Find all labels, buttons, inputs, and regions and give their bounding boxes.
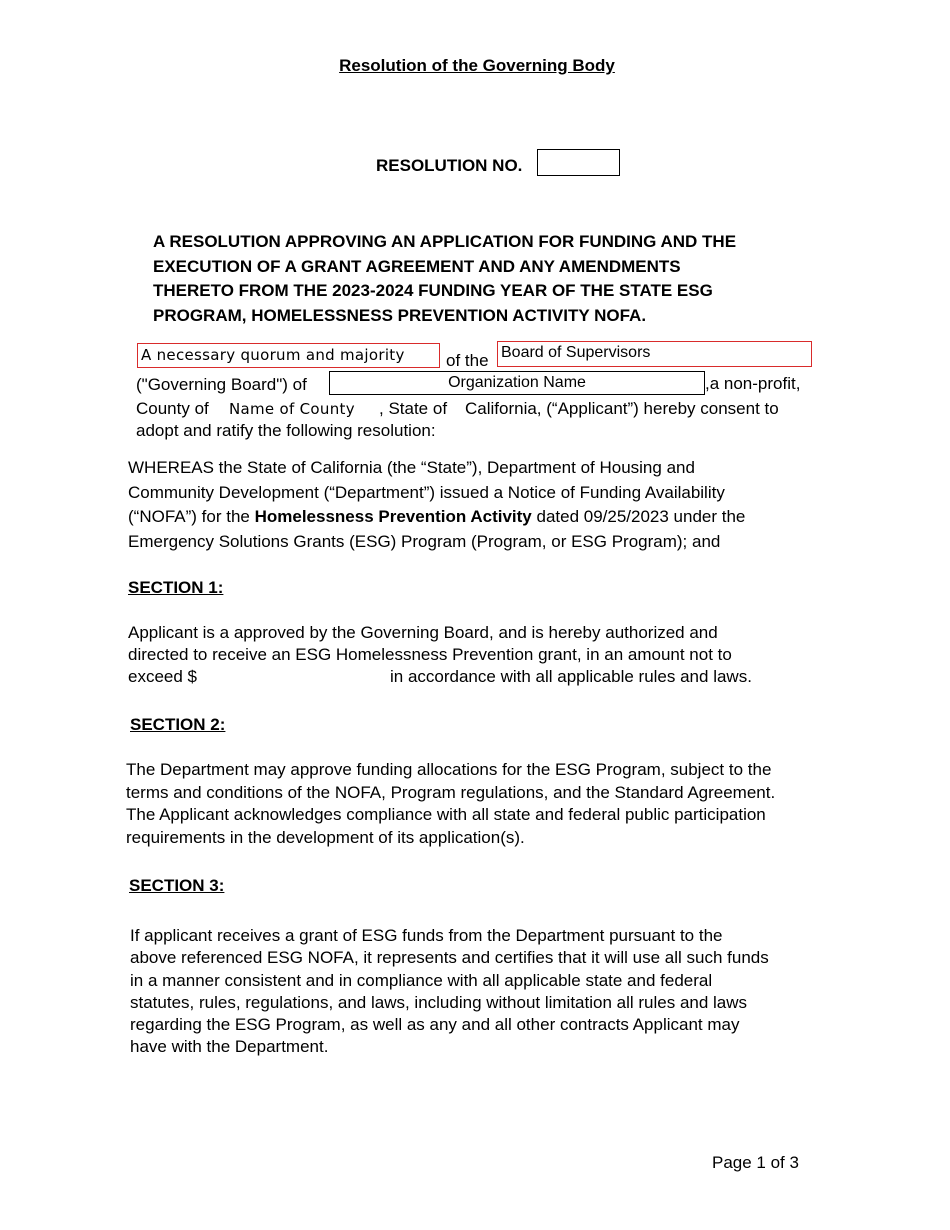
section-1-body [128,622,848,666]
whereas-text: (“NOFA”) for the [128,507,250,527]
heading-line: A RESOLUTION APPROVING AN APPLICATION FOR FUNDING AND THE [153,232,737,251]
heading-line: EXECUTION OF A GRANT AGREEMENT AND ANY AMENDMENTS [153,256,681,276]
whereas-line: WHEREAS the State of California (the “State”), Department of Housing and [128,458,695,477]
section-2-line: The Department may approve funding allocations for the ESG Program, subject to the [126,760,772,779]
page-title: Resolution of the Governing Body [339,56,615,75]
county-name-field[interactable]: Name of County [229,400,355,418]
section-1-line: Applicant is a approved by the Governing Board, and is hereby authorized and [128,623,718,642]
county-of-text: County of [136,399,209,418]
section-3-body [130,925,860,1059]
quorum-field[interactable]: A necessary quorum and majority [137,343,440,368]
governing-board-of-text: ("Governing Board") of [136,375,307,394]
whereas-text: dated 09/25/2023 under the [536,507,746,527]
section-2-line: The Applicant acknowledges compliance with all state and federal public participation [126,805,766,824]
state-of-text: , State of [379,399,448,418]
section-3-line: statutes, rules, regulations, and laws, including without limitation all rules and laws [130,992,748,1012]
section-3-heading: SECTION 3: [129,876,225,895]
page-number: Page 1 of 3 [712,1153,799,1172]
heading-line: PROGRAM, HOMELESSNESS PREVENTION ACTIVITY NOFA. [153,306,647,326]
section-1-line: directed to receive an ESG Homelessness Prevention grant, in an amount not to [128,645,732,664]
section-3-line: If applicant receives a grant of ESG funds from the Department pursuant to the [130,926,723,945]
consent-last-line: adopt and ratify the following resolution: [136,421,436,440]
whereas-line: Community Development (“Department”) issued a Notice of Funding Availability [128,482,725,502]
state-applicant-text: California, (“Applicant”) hereby consent to [465,399,779,418]
section-2-heading: SECTION 2: [130,715,226,734]
section-1-heading: SECTION 1: [128,578,224,597]
heading-line: THERETO FROM THE 2023-2024 FUNDING YEAR OF THE STATE ESG [153,281,713,301]
section-3-line: regarding the ESG Program, as well as any and all other contracts Applicant may [130,1015,740,1035]
organization-name-field[interactable]: Organization Name [329,371,705,395]
of-the-text: of the [446,351,489,370]
section-3-line: in a manner consistent and in compliance with all applicable state and federal [130,970,713,990]
whereas-line [128,505,848,530]
governing-board-field[interactable]: Board of Supervisors [497,341,812,367]
section-2-body [126,759,866,849]
section-3-line: above referenced ESG NOFA, it represents and certifies that it will use all such funds [130,948,769,968]
exceed-label: exceed $ [128,667,197,686]
section-2-line: requirements in the development of its application(s). [126,827,525,847]
non-profit-text: ,a non-profit, [705,374,801,393]
resolution-number-label: RESOLUTION NO. [376,156,523,175]
whereas-line: Emergency Solutions Grants (ESG) Program (Program, or ESG Program); and [128,532,721,552]
section-1-line: in accordance with all applicable rules and laws. [390,667,752,686]
resolution-number-field[interactable] [537,149,620,176]
whereas-paragraph [128,456,848,555]
section-2-line: terms and conditions of the NOFA, Program regulations, and the Standard Agreement. [126,782,776,802]
section-3-line: have with the Department. [130,1037,329,1057]
activity-name: Homelessness Prevention Activity [254,507,532,527]
grant-amount-field[interactable] [208,666,384,688]
resolution-heading [153,230,833,329]
